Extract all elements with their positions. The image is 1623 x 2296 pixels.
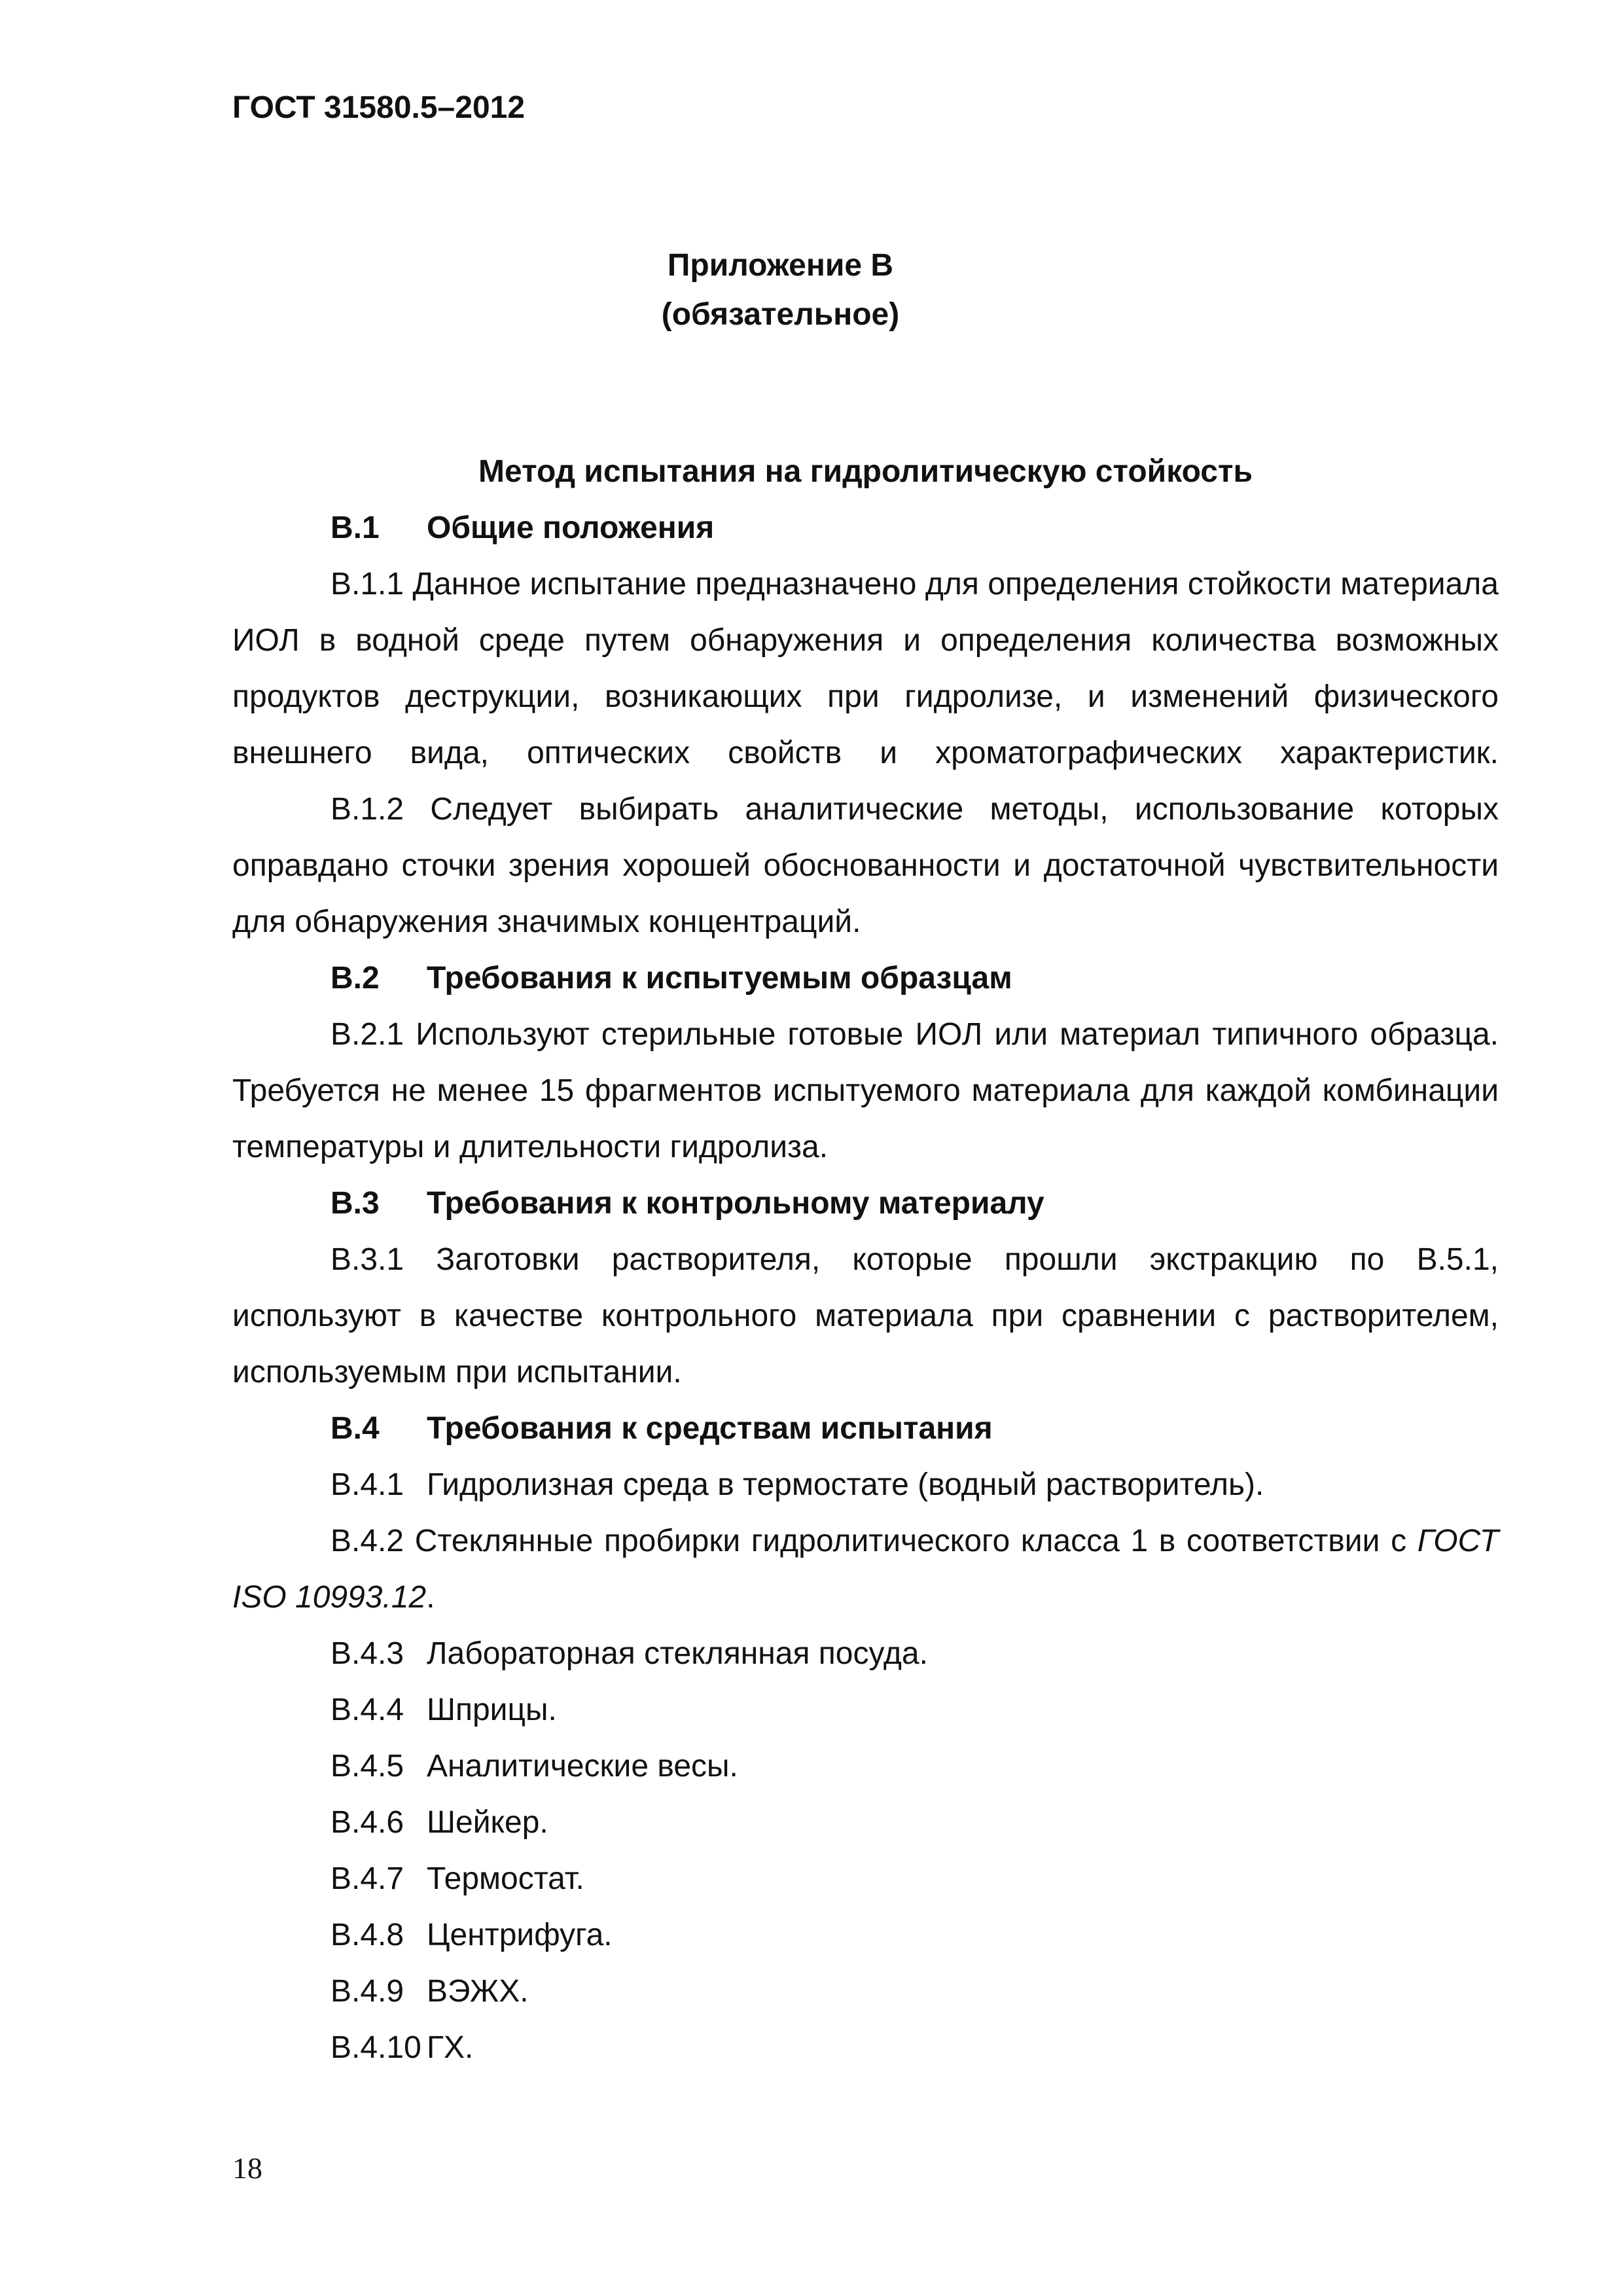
- appendix-title-line: Приложение В: [667, 248, 894, 283]
- item-text: Шейкер.: [427, 1805, 548, 1840]
- item-number: В.4.4: [330, 1693, 404, 1727]
- appendix-title: [530, 241, 1031, 339]
- section-number: В.2: [330, 961, 380, 996]
- item-text: Шприцы.: [427, 1693, 557, 1727]
- item-number: В.4.9: [330, 1974, 404, 2009]
- item-number: В.4.5: [330, 1749, 404, 1784]
- equipment-item-b4-5: [232, 1738, 1499, 1795]
- item-text: Термостат.: [427, 1861, 584, 1896]
- item-number: В.4.2: [330, 1524, 404, 1558]
- paragraph-b1-1: [232, 556, 1499, 781]
- reference-suffix: .: [426, 1580, 435, 1615]
- item-number: В.4.10: [330, 2030, 421, 2065]
- item-text: Лабораторная стеклянная посуда.: [427, 1636, 928, 1671]
- equipment-item-b4-2: [232, 1513, 1499, 1626]
- equipment-item-b4-6: [232, 1795, 1499, 1851]
- section-number: В.3: [330, 1186, 380, 1221]
- item-number: В.4.8: [330, 1918, 404, 1952]
- equipment-item-b4-7: [232, 1851, 1499, 1907]
- paragraph-text: Заготовки растворителя, которые прошли экстракцию по В.5.1, используют в качестве контрольного материала при сравнении с растворителем, используемым при испытании.: [232, 1242, 1499, 1390]
- item-text: ГХ.: [427, 2030, 474, 2065]
- method-title: Метод испытания на гидролитическую стойкость: [478, 454, 1253, 489]
- section-heading-b2: [232, 950, 1499, 1007]
- standard-header: ГОСТ 31580.5–2012: [232, 90, 526, 125]
- appendix-status: (обязательное): [661, 297, 900, 332]
- item-number: В.4.7: [330, 1861, 404, 1896]
- paragraph-number: В.1.1: [330, 567, 404, 601]
- paragraph-text: Используют стерильные готовые ИОЛ или материал типичного образца. Требуется не менее 15 фрагментов испытуемого материала для каждой комбинации температуры и длительности гидролиза.: [232, 1017, 1499, 1164]
- equipment-item-b4-9: [232, 1964, 1499, 2020]
- standard-reference: ГОСТ ISO 10993.12: [232, 1524, 1499, 1615]
- paragraph-number: В.1.2: [330, 792, 404, 827]
- paragraph-b3-1: [232, 1232, 1499, 1401]
- section-title: Требования к испытуемым образцам: [427, 961, 1012, 996]
- item-number: В.4.1: [330, 1467, 404, 1502]
- section-heading-b4: [232, 1401, 1499, 1457]
- paragraph-b2-1: [232, 1007, 1499, 1175]
- equipment-item-b4-1: [232, 1457, 1499, 1513]
- section-number: В.1: [330, 511, 380, 545]
- item-text: Стеклянные пробирки гидролитического класса 1 в соответствии с: [414, 1524, 1407, 1558]
- paragraph-b1-2: [232, 781, 1499, 950]
- equipment-item-b4-3: [232, 1626, 1499, 1682]
- paragraph-text: Следует выбирать аналитические методы, использование которых оправдано сточки зрения хорошей обоснованности и достаточной чувствительности для обнаружения значимых концентраций.: [232, 792, 1499, 939]
- paragraph-number: В.3.1: [330, 1242, 404, 1277]
- paragraph-number: В.2.1: [330, 1017, 404, 1052]
- item-number: В.4.6: [330, 1805, 404, 1840]
- section-heading-b1: [232, 500, 1499, 556]
- page-number: 18: [232, 2151, 262, 2185]
- paragraph-text: Данное испытание предназначено для определения стойкости материала ИОЛ в водной среде путем обнаружения и определения количества возможных продуктов деструкции, возникающих при гидролизе, и изменений физического внешнего вида, оптических свойств и хроматографических характеристик.: [232, 567, 1499, 770]
- equipment-item-b4-10: [232, 2020, 1499, 2076]
- page-content: [232, 241, 1499, 2076]
- item-text: Аналитические весы.: [427, 1749, 738, 1784]
- item-number: В.4.3: [330, 1636, 404, 1671]
- section-title: Общие положения: [427, 511, 715, 545]
- section-title: Требования к контрольному материалу: [427, 1186, 1044, 1221]
- equipment-item-b4-8: [232, 1907, 1499, 1964]
- item-text: ВЭЖХ.: [427, 1974, 529, 2009]
- equipment-item-b4-4: [232, 1682, 1499, 1738]
- item-text: Центрифуга.: [427, 1918, 613, 1952]
- item-text: Гидролизная среда в термостате (водный растворитель).: [427, 1467, 1264, 1502]
- section-number: В.4: [330, 1411, 380, 1446]
- section-heading-b3: [232, 1175, 1499, 1232]
- section-title: Требования к средствам испытания: [427, 1411, 993, 1446]
